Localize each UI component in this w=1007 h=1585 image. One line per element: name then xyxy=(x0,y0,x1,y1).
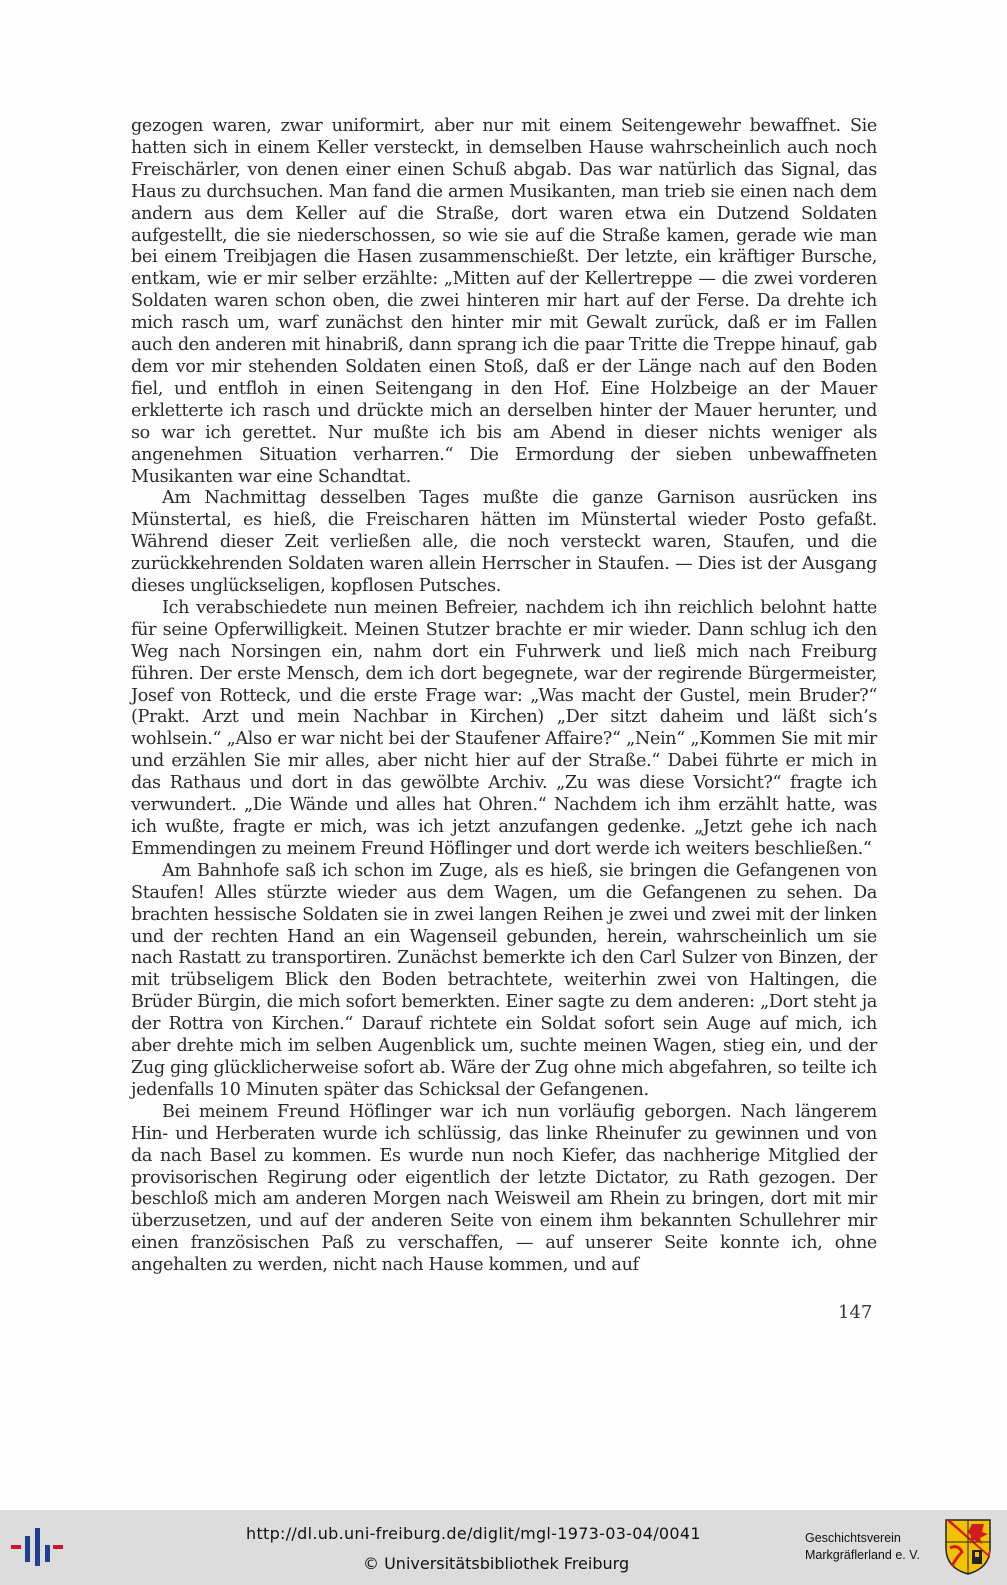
paragraph: Ich verabschiedete nun meinen Befreier, nachdem ich ihn reichlich belohnt hatte für seine Opferwilligkeit. Meinen Stutzer brachte er mir wieder. Dann schlug ich den Weg nach Norsingen ein, nahm dort ein Fuhrwerk und ließ mich nach Freiburg führen. Der erste Mensch, dem ich dort begegnete, war der regirende Bürgermeister, Josef von Rotteck, und die erste Frage war: „Was macht der Gustel, mein Bruder?“ (Prakt. Arzt und mein Nachbar in Kirchen) „Der sitzt daheim und läßt sich’s wohlsein.“ „Also er war nicht bei der Staufener Affaire?“ „Nein“ „Kommen Sie mit mir und erzählen Sie mir alles, aber nicht hier auf der Straße.“ Dabei führte er mich in das Rathaus und dort in das gewölbte Archiv. „Zu was diese Vorsicht?“ fragte ich verwundert. „Die Wände und alles hat Ohren.“ Nachdem ich ihm erzählt hatte, was ich wußte, fragte er mich, was ich jetzt anzufangen gedenke. „Jetzt gehe ich nach Emmendingen zu meinem Freund Höflinger und dort werde ich weiters beschließen.“ xyxy=(131,597,877,859)
coat-of-arms-icon[interactable] xyxy=(944,1518,992,1576)
copyright-notice: © Universitätsbibliothek Freiburg xyxy=(363,1554,630,1573)
paragraph: Am Bahnhofe saß ich schon im Zuge, als es hieß, sie bringen die Gefangenen von Staufen! Alles stürzte wieder aus dem Wagen, um die Gefangenen zu sehen. Da brachten hessische Soldaten sie in zwei langen Reihen je zwei und zwei mit der linken und der rechten Hand an ein Wagenseil gebunden, herein, wahrscheinlich um sie nach Rastatt zu transportiren. Zunächst bemerkte ich den Carl Sulzer von Binzen, der mit trübseligem Blick den Boden betrachtete, weiterhin zwei von Haltingen, die Brüder Bürgin, die mich sofort bemerkten. Einer sagte zu dem anderen: „Dort steht ja der Rottra von Kirchen.“ Darauf richtete ein Soldat sofort sein Auge auf mich, ich aber drehte mich im selben Augenblick um, suchte meinen Wagen, stieg ein, und der Zug ging glücklicherweise sofort ab. Wäre der Zug ohne mich abgefahren, so teilte ich jedenfalls 10 Minuten später das Schicksal der Gefangenen. xyxy=(131,860,877,1100)
page-number: 147 xyxy=(838,1302,873,1323)
paragraph: gezogen waren, zwar uniformirt, aber nur mit einem Seitengewehr bewaffnet. Sie hatten sich in einem Keller versteckt, in demselben Hause wahrscheinlich auch noch Freischärler, von denen einer einen Schuß abgab. Das war natürlich das Signal, das Haus zu durchsuchen. Man fand die armen Musikanten, man trieb sie einen nach dem andern aus dem Keller auf die Straße, dort waren etwa ein Dutzend Soldaten aufgestellt, die sie niederschossen, so wie sie auf die Straße kamen, gerade wie man bei einem Treibjagen die Hasen zusammenschießt. Der letzte, ein kräftiger Bursche, entkam, wie er mir selber erzählte: „Mitten auf der Kellertreppe — die zwei vorderen Soldaten waren schon oben, die zwei hinteren mir hart auf der Ferse. Da drehte ich mich rasch um, warf zunächst den hinter mir mit Gewalt zurück, daß er im Fallen auch den anderen mit hinabriß, dann sprang ich die paar Tritte die Treppe hinauf, gab dem vor mir stehenden Soldaten einen Stoß, daß er der Länge nach auf den Boden fiel, und entfloh in einen Seitengang in den Hof. Eine Holzbeige an der Mauer erkletterte ich rasch und drückte mich an derselben hinter der Mauer herunter, und so war ich gerettet. Nur mußte ich bis am Abend in dieser nichts weniger als angenehmen Situation verharren.“ Die Ermordung der sieben unbewaffneten Musikanten war eine Schandtat. xyxy=(131,116,877,487)
permalink-url[interactable]: http://dl.ub.uni-freiburg.de/diglit/mgl-1973-03-04/0041 xyxy=(246,1524,701,1543)
paragraph: Am Nachmittag desselben Tages mußte die ganze Garnison ausrücken ins Münstertal, es hieß, die Freischaren hätten im Münstertal wieder Posto gefaßt. Während dieser Zeit verließen alle, die noch versteckt waren, Staufen, und die zurückkehrenden Soldaten waren allein Herrscher in Staufen. — Dies ist der Ausgang dieses unglückseligen, kopflosen Putsches. xyxy=(131,488,877,597)
organization-name-line1: Geschichtsverein xyxy=(805,1531,901,1545)
paragraph: Bei meinem Freund Höflinger war ich nun vorläufig geborgen. Nach längerem Hin- und Herberaten wurde ich schlüssig, das linke Rheinufer zu gewinnen und von da nach Basel zu kommen. Es wurde nun noch Kiefer, das nachherige Mitglied der provisorischen Regirung oder eigentlich der letzte Dictator, zu Rath gezogen. Der beschloß mich am anderen Morgen nach Weisweil am Rhein zu bringen, dort mit mir überzusetzen, und auf der anderen Seite von einem ihm bekannten Schullehrer mir einen französischen Paß zu verschaffen, — auf unserer Seite konnte ich, ohne angehalten zu werden, nicht nach Hause kommen, und auf xyxy=(131,1101,877,1276)
ub-freiburg-logo-icon[interactable] xyxy=(11,1528,63,1566)
viewer-footer xyxy=(0,1510,1007,1585)
organization-name xyxy=(805,1530,920,1564)
organization-name-line2: Markgräflerland e. V. xyxy=(805,1548,920,1562)
body-text xyxy=(131,116,877,1277)
